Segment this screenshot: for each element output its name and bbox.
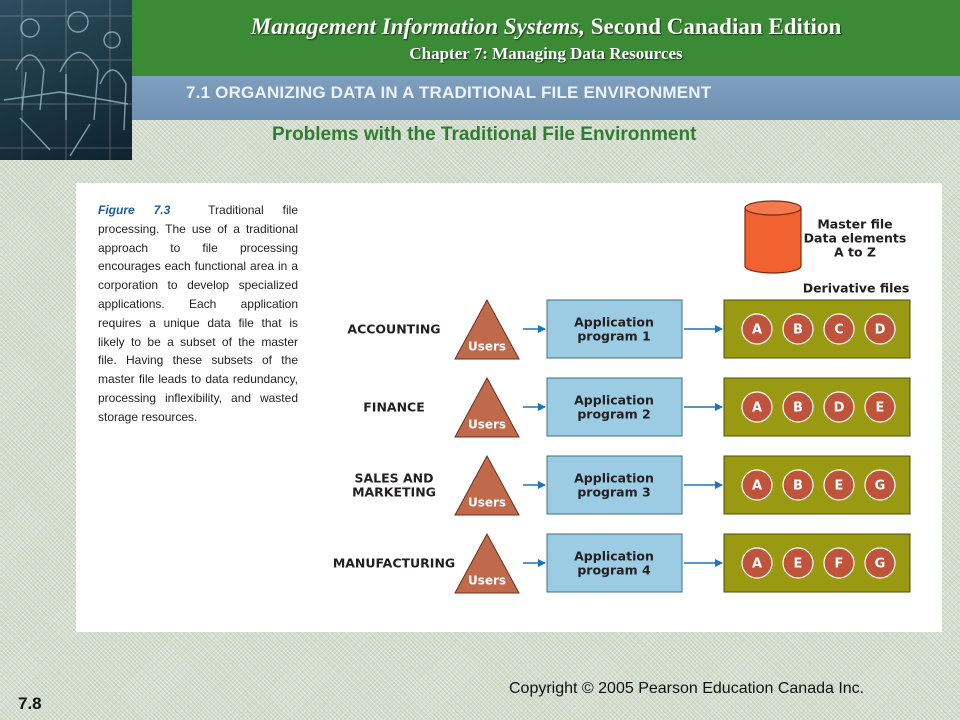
data-element-label-line: E <box>793 556 803 572</box>
users-label <box>468 573 506 587</box>
master-file-label <box>804 217 907 260</box>
figure-label: Figure 7.3 <box>98 203 171 217</box>
functional-area-label-line: MARKETING <box>352 484 436 500</box>
application-label-line: Application <box>574 314 654 330</box>
copyright-notice: Copyright © 2005 Pearson Education Canada Inc. <box>509 680 865 697</box>
data-element-label <box>752 401 762 416</box>
application-label-line: Application <box>574 392 654 408</box>
application-label <box>574 549 654 578</box>
book-title: Management Information Systems, Second Canadian Edition <box>250 14 842 39</box>
functional-area-label-line: FINANCE <box>363 399 425 415</box>
users-label <box>468 339 506 353</box>
application-label-line: Application <box>574 470 654 486</box>
data-element-label-line: A <box>751 556 763 572</box>
master-file-cylinder-top <box>745 201 801 215</box>
functional-area-label <box>333 556 455 571</box>
application-label-line: Application <box>574 548 654 564</box>
section-title: 7.1 ORGANIZING DATA IN A TRADITIONAL FILE ENVIRONMENT <box>186 83 712 102</box>
data-element-label-line: F <box>834 556 844 572</box>
caption-text: Traditional file processing. The use of a traditional approach to file processing encourages each functional area in a corporation to develop specialized applications. Each application requires a unique data file that is likely to be a subset of the master file. Having these subsets of the master file leads to data redundancy, processing inflexibility, and wasted storage resources. <box>98 203 298 424</box>
users-label-line: Users <box>467 495 507 510</box>
figure-panel <box>76 183 942 632</box>
data-element-label-line: A <box>751 478 763 494</box>
traditional-file-diagram <box>76 183 942 632</box>
application-label-line: program 1 <box>577 328 651 344</box>
data-element-label <box>875 323 886 338</box>
data-element-label-line: A <box>751 400 763 416</box>
data-element-label <box>752 323 762 338</box>
data-element-label <box>835 479 844 494</box>
master-file-label-line: A to Z <box>833 244 877 260</box>
users-label-line: Users <box>467 339 507 354</box>
users-label-line: Users <box>467 417 507 432</box>
data-element-label-line: C <box>834 322 844 338</box>
data-element-label <box>875 479 886 494</box>
application-label-line: program 2 <box>577 406 651 422</box>
data-element-label <box>834 401 845 416</box>
data-element-label <box>834 323 844 338</box>
functional-area-label-line: MANUFACTURING <box>332 555 456 571</box>
data-element-label-line: E <box>834 478 844 494</box>
application-label-line: program 3 <box>577 484 651 500</box>
functional-area-label <box>347 322 440 337</box>
users-label <box>468 495 506 509</box>
functional-area-label-line: ACCOUNTING <box>347 321 441 337</box>
functional-area-label <box>363 400 425 415</box>
slide-heading: Problems with the Traditional File Environment <box>272 124 697 145</box>
data-element-label <box>835 557 844 572</box>
data-element-label-line: A <box>751 322 763 338</box>
data-element-label <box>793 479 803 494</box>
data-element-label <box>876 401 885 416</box>
functional-area-label-line: SALES AND <box>354 470 434 486</box>
page-number: 7.8 <box>18 694 42 713</box>
data-element-label <box>752 557 762 572</box>
application-label <box>574 393 654 422</box>
users-label <box>468 417 506 431</box>
data-element-label <box>794 557 803 572</box>
derivative-files-label-line: Derivative files <box>802 280 910 296</box>
application-label-line: program 4 <box>577 562 651 578</box>
data-element-label-line: G <box>874 478 886 494</box>
data-element-label-line: D <box>833 400 845 416</box>
header-photo <box>0 0 132 160</box>
master-file-label-line: Data elements <box>803 230 907 246</box>
master-file-cylinder <box>745 208 801 273</box>
data-element-label <box>875 557 886 572</box>
master-file-label-line: Master file <box>817 216 893 232</box>
functional-area-label <box>352 471 436 500</box>
users-label-line: Users <box>467 573 507 588</box>
application-label <box>574 315 654 344</box>
data-element-label-line: B <box>793 400 803 416</box>
data-element-label-line: D <box>874 322 886 338</box>
data-element-label <box>793 401 803 416</box>
data-element-label-line: G <box>874 556 886 572</box>
data-element-label-line: B <box>793 478 803 494</box>
chapter-title: Chapter 7: Managing Data Resources <box>409 44 683 63</box>
data-element-label <box>793 323 803 338</box>
data-element-label-line: E <box>875 400 885 416</box>
data-element-label <box>752 479 762 494</box>
derivative-files-label <box>803 281 910 296</box>
application-label <box>574 471 654 500</box>
data-element-label-line: B <box>793 322 803 338</box>
